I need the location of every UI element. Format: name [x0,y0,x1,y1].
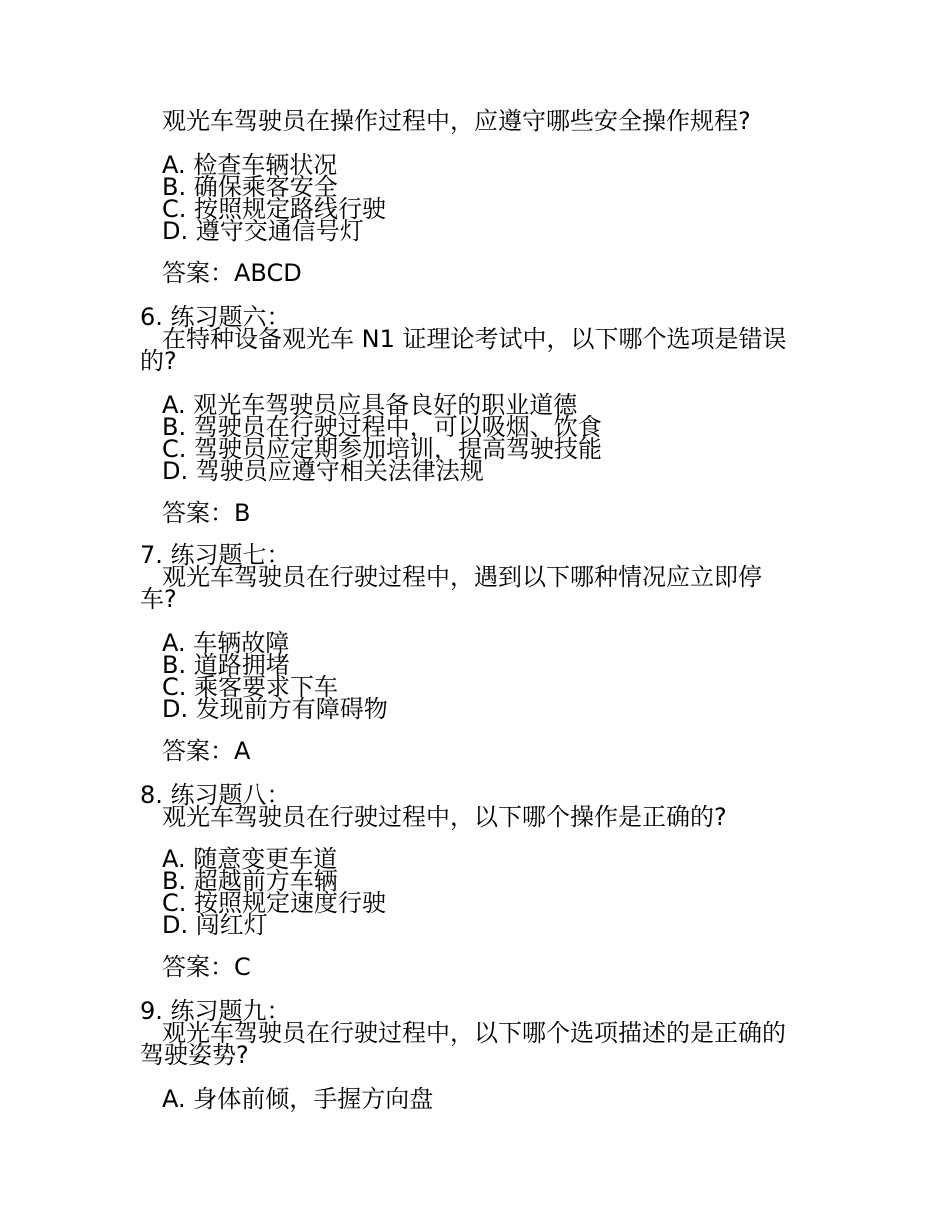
q5-option-a: A. 检查车辆状况 [162,151,338,179]
q7-question-line2: 车? [140,585,177,613]
q6-answer: 答案：B [162,499,251,527]
q8-answer: 答案：C [162,953,251,981]
q6-option-b: B. 驾驶员在行驶过程中，可以吸烟、饮食 [162,413,602,441]
q8-option-a: A. 随意变更车道 [162,845,338,873]
q8-question: 观光车驾驶员在行驶过程中，以下哪个操作是正确的? [162,803,727,831]
q6-question-line1: 在特种设备观光车 N1 证理论考试中，以下哪个选项是错误 [162,325,787,353]
q9-option-a: A. 身体前倾，手握方向盘 [162,1085,434,1113]
q8-option-d: D. 闯红灯 [162,911,268,939]
q5-option-c: C. 按照规定路线行驶 [162,195,387,223]
q8-option-c: C. 按照规定速度行驶 [162,889,387,917]
q9-question-line1: 观光车驾驶员在行驶过程中，以下哪个选项描述的是正确的 [162,1019,786,1047]
q7-option-c: C. 乘客要求下车 [162,673,339,701]
q5-option-d: D. 遵守交通信号灯 [162,217,364,245]
q5-answer: 答案：ABCD [162,259,302,287]
q9-question-line2: 驾驶姿势? [140,1041,249,1069]
q7-option-b: B. 道路拥堵 [162,651,290,679]
q5-question: 观光车驾驶员在操作过程中，应遵守哪些安全操作规程? [162,107,751,135]
q6-option-c: C. 驾驶员应定期参加培训，提高驾驶技能 [162,435,603,463]
q6-heading: 6. 练习题六： [140,303,291,331]
q7-heading: 7. 练习题七： [140,541,291,569]
q7-option-d: D. 发现前方有障碍物 [162,695,388,723]
q6-question-line2: 的? [140,347,177,375]
q5-option-b: B. 确保乘客安全 [162,173,338,201]
q7-question-line1: 观光车驾驶员在行驶过程中，遇到以下哪种情况应立即停 [162,563,762,591]
q6-option-d: D. 驾驶员应遵守相关法律法规 [162,457,484,485]
q6-option-a: A. 观光车驾驶员应具备良好的职业道德 [162,391,578,419]
q8-heading: 8. 练习题八： [140,781,291,809]
q9-heading: 9. 练习题九： [140,997,291,1025]
q7-option-a: A. 车辆故障 [162,629,290,657]
q8-option-b: B. 超越前方车辆 [162,867,338,895]
q7-answer: 答案：A [162,737,251,765]
